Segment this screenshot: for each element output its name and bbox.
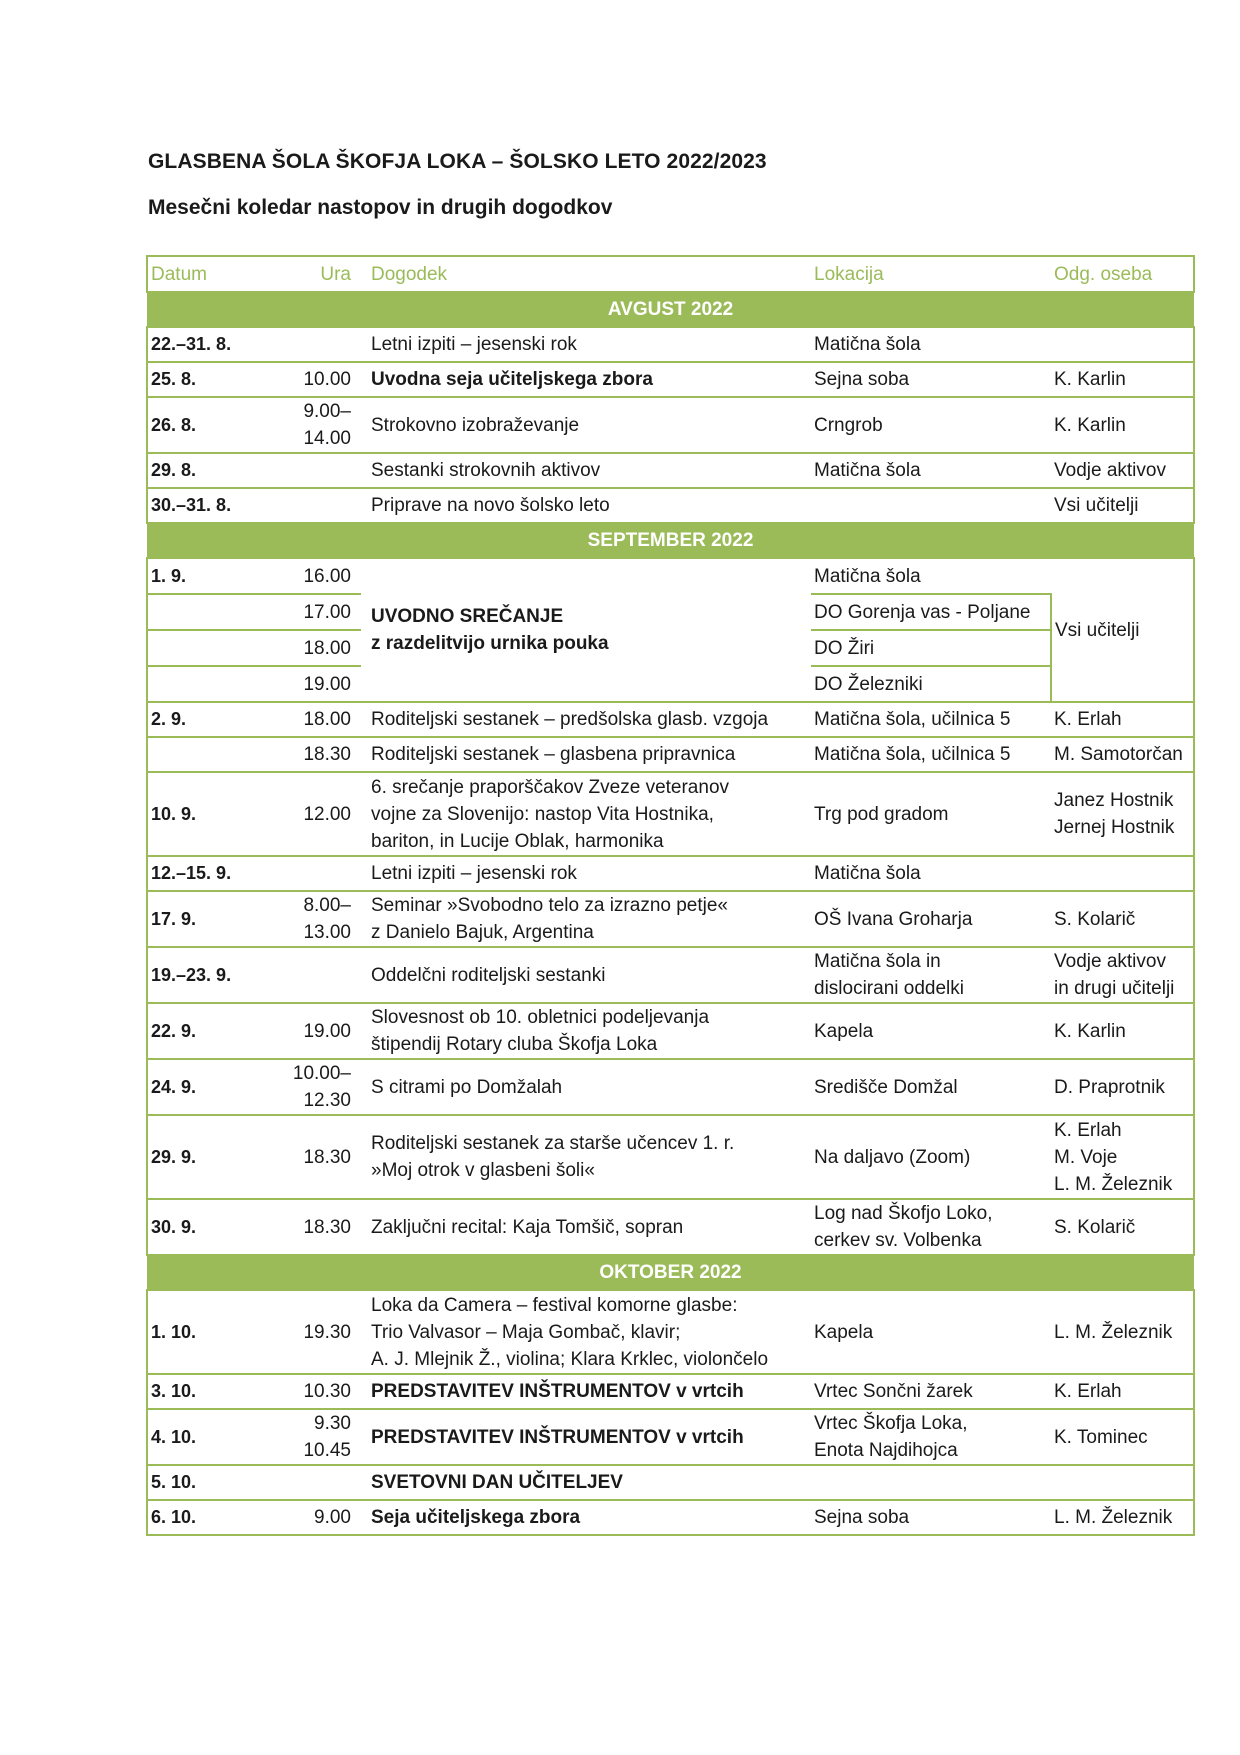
date-cell: 29. 8.: [147, 453, 278, 488]
responsible-cell: [1051, 327, 1194, 362]
event-cell: Letni izpiti – jesenski rok: [361, 856, 811, 891]
location-cell: Matična šola: [811, 558, 1051, 594]
location-cell: DO Žiri: [811, 630, 1051, 666]
location-cell: Matična šola, učilnica 5: [811, 737, 1051, 772]
location-cell: DO Gorenja vas - Poljane: [811, 594, 1051, 630]
time-cell: 8.00– 13.00: [278, 891, 361, 947]
event-cell: UVODNO SREČANJE z razdelitvijo urnika pouka: [361, 558, 811, 702]
location-cell: Matična šola: [811, 327, 1051, 362]
date-cell: 3. 10.: [147, 1374, 278, 1409]
event-cell: 6. srečanje praporščakov Zveze veteranov vojne za Slovenijo: nastop Vita Hostnika, bariton, in Lucije Oblak, harmonika: [361, 772, 811, 856]
location-cell: Matična šola: [811, 856, 1051, 891]
column-header-event: Dogodek: [361, 256, 811, 292]
month-label: SEPTEMBER 2022: [147, 523, 1194, 558]
date-cell: 12.–15. 9.: [147, 856, 278, 891]
time-cell: 18.30: [278, 1199, 361, 1255]
table-row: [147, 1500, 1194, 1535]
location-cell: Vrtec Škofja Loka, Enota Najdihojca: [811, 1409, 1051, 1465]
table-row: [147, 397, 1194, 453]
location-cell: Matična šola: [811, 453, 1051, 488]
event-cell: Oddelčni roditeljski sestanki: [361, 947, 811, 1003]
event-cell: S citrami po Domžalah: [361, 1059, 811, 1115]
time-cell: 18.00: [278, 630, 361, 666]
date-cell: 10. 9.: [147, 772, 278, 856]
date-cell: 30. 9.: [147, 1199, 278, 1255]
date-cell: 29. 9.: [147, 1115, 278, 1199]
table-header-row: [147, 256, 1194, 292]
column-header-location: Lokacija: [811, 256, 1051, 292]
table-row: [147, 1115, 1194, 1199]
date-cell: 1. 9.: [147, 558, 278, 594]
responsible-cell: K. Erlah: [1051, 1374, 1194, 1409]
location-cell: Kapela: [811, 1003, 1051, 1059]
time-cell: 16.00: [278, 558, 361, 594]
date-cell: 22. 9.: [147, 1003, 278, 1059]
time-cell: 18.30: [278, 1115, 361, 1199]
date-cell: 2. 9.: [147, 702, 278, 737]
location-cell: OŠ Ivana Groharja: [811, 891, 1051, 947]
table-row: [147, 488, 1194, 523]
date-cell: [147, 594, 278, 630]
location-cell: Sejna soba: [811, 1500, 1051, 1535]
event-cell: Letni izpiti – jesenski rok: [361, 327, 811, 362]
responsible-cell: K. Karlin: [1051, 362, 1194, 397]
location-cell: [811, 1465, 1051, 1500]
responsible-cell: K. Karlin: [1051, 397, 1194, 453]
month-row-avgust: [147, 292, 1194, 327]
event-cell: Slovesnost ob 10. obletnici podeljevanja štipendij Rotary cluba Škofja Loka: [361, 1003, 811, 1059]
time-cell: 9.00: [278, 1500, 361, 1535]
date-cell: 30.–31. 8.: [147, 488, 278, 523]
responsible-cell: D. Praprotnik: [1051, 1059, 1194, 1115]
time-cell: [278, 1465, 361, 1500]
time-cell: [278, 453, 361, 488]
responsible-cell: Vsi učitelji: [1051, 488, 1194, 523]
table-row: [147, 891, 1194, 947]
time-cell: [278, 488, 361, 523]
event-cell: Seminar »Svobodno telo za izrazno petje« z Danielo Bajuk, Argentina: [361, 891, 811, 947]
event-cell: Zaključni recital: Kaja Tomšič, sopran: [361, 1199, 811, 1255]
location-cell: [811, 488, 1051, 523]
event-cell: Roditeljski sestanek – predšolska glasb. vzgoja: [361, 702, 811, 737]
date-cell: 24. 9.: [147, 1059, 278, 1115]
event-cell: Loka da Camera – festival komorne glasbe: Trio Valvasor – Maja Gombač, klavir; A. J. Mlejnik Ž., violina; Klara Krklec, violončelo: [361, 1290, 811, 1374]
event-cell: Strokovno izobraževanje: [361, 397, 811, 453]
date-cell: 17. 9.: [147, 891, 278, 947]
table-row: [147, 772, 1194, 856]
events-table: [146, 255, 1195, 1536]
page-subtitle: Mesečni koledar nastopov in drugih dogodkov: [148, 196, 613, 219]
location-cell: Vrtec Sončni žarek: [811, 1374, 1051, 1409]
event-cell: Sestanki strokovnih aktivov: [361, 453, 811, 488]
responsible-cell: Janez Hostnik Jernej Hostnik: [1051, 772, 1194, 856]
location-cell: Log nad Škofjo Loko, cerkev sv. Volbenka: [811, 1199, 1051, 1255]
table-row: [147, 362, 1194, 397]
table-row: [147, 1465, 1194, 1500]
location-cell: Sejna soba: [811, 362, 1051, 397]
table-row: [147, 327, 1194, 362]
column-header-time: Ura: [278, 256, 361, 292]
time-cell: 10.00– 12.30: [278, 1059, 361, 1115]
event-cell: Roditeljski sestanek – glasbena pripravnica: [361, 737, 811, 772]
date-cell: [147, 630, 278, 666]
time-cell: 19.00: [278, 666, 361, 702]
responsible-cell: M. Samotorčan: [1051, 737, 1194, 772]
table-row: [147, 737, 1194, 772]
table-row: [147, 856, 1194, 891]
table-row: [147, 1409, 1194, 1465]
event-cell: SVETOVNI DAN UČITELJEV: [361, 1465, 811, 1500]
table-row: [147, 702, 1194, 737]
table-row: [147, 1199, 1194, 1255]
date-cell: 26. 8.: [147, 397, 278, 453]
location-cell: Trg pod gradom: [811, 772, 1051, 856]
month-label: AVGUST 2022: [147, 292, 1194, 327]
table-row: [147, 1003, 1194, 1059]
location-cell: Kapela: [811, 1290, 1051, 1374]
date-cell: 6. 10.: [147, 1500, 278, 1535]
month-label: OKTOBER 2022: [147, 1255, 1194, 1290]
event-cell: PREDSTAVITEV INŠTRUMENTOV v vrtcih: [361, 1409, 811, 1465]
location-cell: Matična šola in dislocirani oddelki: [811, 947, 1051, 1003]
event-cell: Seja učiteljskega zbora: [361, 1500, 811, 1535]
responsible-cell: K. Erlah M. Voje L. M. Železnik: [1051, 1115, 1194, 1199]
time-cell: 10.30: [278, 1374, 361, 1409]
time-cell: 10.00: [278, 362, 361, 397]
date-cell: 25. 8.: [147, 362, 278, 397]
month-row-oktober: [147, 1255, 1194, 1290]
time-cell: 9.30 10.45: [278, 1409, 361, 1465]
time-cell: 17.00: [278, 594, 361, 630]
date-cell: 19.–23. 9.: [147, 947, 278, 1003]
table-row: [147, 558, 1194, 594]
table-row: [147, 1059, 1194, 1115]
time-cell: 18.00: [278, 702, 361, 737]
table-row: [147, 1374, 1194, 1409]
time-cell: 12.00: [278, 772, 361, 856]
date-cell: 1. 10.: [147, 1290, 278, 1374]
event-cell: PREDSTAVITEV INŠTRUMENTOV v vrtcih: [361, 1374, 811, 1409]
table-row: [147, 453, 1194, 488]
date-cell: 4. 10.: [147, 1409, 278, 1465]
responsible-cell: Vodje aktivov in drugi učitelji: [1051, 947, 1194, 1003]
responsible-cell: S. Kolarič: [1051, 891, 1194, 947]
location-cell: Matična šola, učilnica 5: [811, 702, 1051, 737]
date-cell: [147, 737, 278, 772]
event-cell: Priprave na novo šolsko leto: [361, 488, 811, 523]
time-cell: [278, 947, 361, 1003]
date-cell: 22.–31. 8.: [147, 327, 278, 362]
location-cell: Središče Domžal: [811, 1059, 1051, 1115]
location-cell: Na daljavo (Zoom): [811, 1115, 1051, 1199]
time-cell: 9.00– 14.00: [278, 397, 361, 453]
responsible-cell: K. Erlah: [1051, 702, 1194, 737]
month-row-september: [147, 523, 1194, 558]
location-cell: DO Železniki: [811, 666, 1051, 702]
responsible-cell: L. M. Železnik: [1051, 1290, 1194, 1374]
time-cell: 19.00: [278, 1003, 361, 1059]
event-cell: Uvodna seja učiteljskega zbora: [361, 362, 811, 397]
responsible-cell: L. M. Železnik: [1051, 1500, 1194, 1535]
time-cell: [278, 856, 361, 891]
responsible-cell: [1051, 1465, 1194, 1500]
time-cell: [278, 327, 361, 362]
date-cell: [147, 666, 278, 702]
table-row: [147, 947, 1194, 1003]
responsible-cell: Vsi učitelji: [1051, 558, 1194, 702]
responsible-cell: Vodje aktivov: [1051, 453, 1194, 488]
time-cell: 19.30: [278, 1290, 361, 1374]
column-header-date: Datum: [147, 256, 278, 292]
table-row: [147, 1290, 1194, 1374]
page-title: GLASBENA ŠOLA ŠKOFJA LOKA – ŠOLSKO LETO 2022/2023: [148, 150, 767, 173]
responsible-cell: S. Kolarič: [1051, 1199, 1194, 1255]
responsible-cell: K. Tominec: [1051, 1409, 1194, 1465]
time-cell: 18.30: [278, 737, 361, 772]
column-header-responsible: Odg. oseba: [1051, 256, 1194, 292]
event-cell: Roditeljski sestanek za starše učencev 1. r. »Moj otrok v glasbeni šoli«: [361, 1115, 811, 1199]
location-cell: Crngrob: [811, 397, 1051, 453]
date-cell: 5. 10.: [147, 1465, 278, 1500]
responsible-cell: K. Karlin: [1051, 1003, 1194, 1059]
responsible-cell: [1051, 856, 1194, 891]
